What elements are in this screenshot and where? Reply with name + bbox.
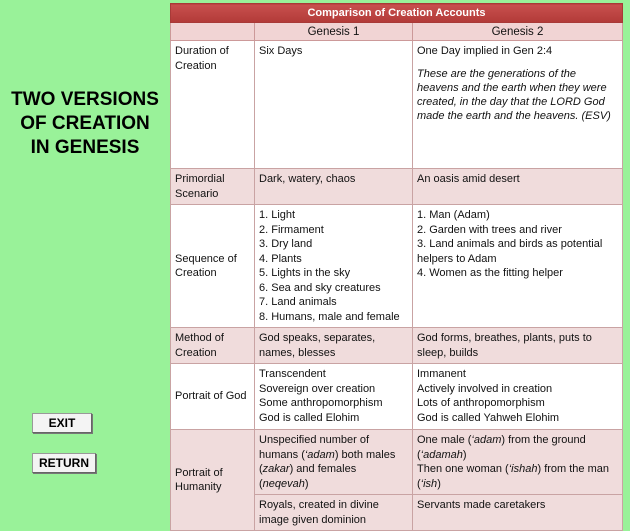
list-item: Sovereign over creation: [259, 382, 376, 395]
table-row: [171, 364, 623, 430]
table-row: [171, 328, 623, 364]
list-item: 1. Light: [259, 209, 296, 221]
table-caption-row: [171, 4, 623, 23]
humanity-g1-term-adam: ‘adam: [304, 448, 335, 461]
humanity-g1-text: Unspecified number of humans (: [259, 434, 370, 461]
list-item: 2. Garden with trees and river: [417, 223, 562, 236]
cell-primordial-genesis-2: An oasis amid desert: [413, 169, 623, 205]
row-label-portrait-god: Portrait of God: [171, 364, 255, 430]
cell-sequence-genesis-2: [413, 205, 623, 328]
list-item: Immanent: [417, 368, 466, 380]
list-item: 1. Man (Adam): [417, 209, 490, 221]
cell-portrait-humanity-genesis-1: [255, 430, 413, 495]
cell-portrait-humanity-genesis-1-b: Royals, created in divine image given dominion: [255, 495, 413, 531]
list-item: God is called Elohim: [259, 411, 360, 424]
cell-duration-genesis-2: [413, 41, 623, 169]
list-item: Lots of anthropomorphism: [417, 397, 545, 409]
row-label-primordial: Primordial Scenario: [171, 169, 255, 205]
list-item: 3. Land animals and birds as potential helpers to Adam: [417, 238, 603, 265]
comparison-table: [170, 3, 623, 531]
row-label-sequence: Sequence of Creation: [171, 205, 255, 328]
cell-duration-genesis-1: Six Days: [255, 41, 413, 169]
cell-portrait-humanity-genesis-2-b: Servants made caretakers: [413, 495, 623, 531]
page-title: TWO VERSIONS OF CREATION IN GENESIS: [11, 89, 159, 158]
cell-primordial-genesis-1: Dark, watery, chaos: [255, 169, 413, 205]
list-item: 7. Land animals: [259, 296, 337, 308]
humanity-g2-term-adamah: ‘adamah: [420, 448, 463, 461]
return-button[interactable]: RETURN: [32, 453, 96, 473]
humanity-g1-text: ) and females (: [259, 463, 357, 490]
humanity-g2-term-ishah: ‘ishah: [508, 463, 538, 475]
table-header-row: [171, 23, 623, 41]
column-header-empty: [171, 23, 255, 41]
duration-genesis-2-text: One Day implied in Gen 2:4: [417, 45, 553, 57]
table-row: [171, 430, 623, 495]
cell-method-genesis-2: God forms, breathes, plants, puts to sleep, builds: [413, 328, 623, 364]
cell-portrait-god-genesis-2: [413, 364, 623, 430]
humanity-g2-text: Then one woman (: [417, 463, 509, 475]
row-label-portrait-humanity: Portrait of Humanity: [171, 430, 255, 531]
list-item: 3. Dry land: [259, 238, 313, 250]
duration-genesis-2-quote: These are the generations of the heavens and the earth when they were created, in the day that the LORD God made the earth and the heavens. (ESV): [417, 67, 611, 122]
humanity-g1-term-neqevah: neqevah: [262, 477, 305, 490]
list-item: 4. Plants: [259, 252, 302, 265]
cell-sequence-genesis-1: [255, 205, 413, 328]
humanity-g2-term-adam: ‘adam: [471, 434, 502, 446]
humanity-g2-text: One male (: [417, 434, 472, 446]
list-item: 4. Women as the fitting helper: [417, 267, 563, 279]
table-row: [171, 169, 623, 205]
list-item: Transcendent: [259, 368, 326, 380]
cell-method-genesis-1: God speaks, separates, names, blesses: [255, 328, 413, 364]
humanity-g2-text: ) from the man (: [417, 463, 609, 490]
humanity-g2-text: ): [437, 477, 441, 490]
humanity-g2-term-ish: ‘ish: [420, 477, 438, 490]
exit-button[interactable]: EXIT: [32, 413, 92, 433]
list-item: 2. Firmament: [259, 223, 324, 236]
cell-portrait-humanity-genesis-2: [413, 430, 623, 495]
list-item: 5. Lights in the sky: [259, 267, 351, 279]
table-row: [171, 41, 623, 169]
column-header-genesis-2: Genesis 2: [413, 23, 623, 41]
comparison-table-container: [170, 3, 622, 526]
list-item: 6. Sea and sky creatures: [259, 281, 381, 294]
humanity-g1-term-zakar: zakar: [262, 463, 290, 475]
table-row: [171, 205, 623, 328]
list-item: Some anthropomorphism: [259, 397, 383, 409]
column-header-genesis-1: Genesis 1: [255, 23, 413, 41]
list-item: 8. Humans, male and female: [259, 310, 400, 323]
row-label-duration: Duration of Creation: [171, 41, 255, 169]
list-item: God is called Yahweh Elohim: [417, 411, 560, 424]
cell-portrait-god-genesis-1: [255, 364, 413, 430]
humanity-g2-text: ) from the ground (: [417, 434, 586, 461]
humanity-g1-text: ) both males (: [259, 448, 396, 475]
list-item: Actively involved in creation: [417, 382, 553, 395]
table-caption: Comparison of Creation Accounts: [171, 4, 623, 23]
humanity-g1-text: ): [304, 477, 309, 490]
humanity-g2-text: ): [462, 448, 467, 461]
row-label-method: Method of Creation: [171, 328, 255, 364]
